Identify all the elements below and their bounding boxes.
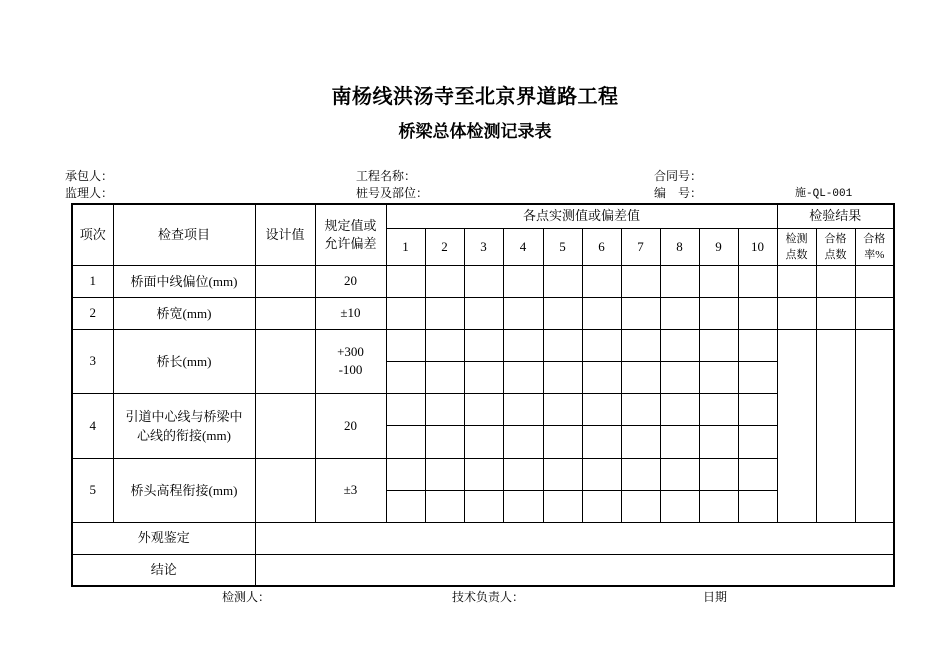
measured-value-cell: [621, 329, 660, 361]
appearance-row: [72, 522, 894, 554]
serial-no-label: 编 号：: [654, 186, 703, 200]
measured-value-cell: [582, 490, 621, 522]
measured-value-cell: [699, 425, 738, 458]
measured-value-cell: [582, 361, 621, 393]
passed-points-cell: [816, 265, 855, 297]
tech-lead-label: 技术负责人：: [452, 590, 525, 604]
measured-value-cell: [543, 265, 582, 297]
row-tolerance: [315, 393, 386, 458]
header-point: 3: [464, 228, 503, 265]
header-design-value: 设计值: [255, 204, 315, 265]
measured-value-cell: [621, 425, 660, 458]
appearance-content-cell: [255, 522, 894, 554]
measured-value-cell: [386, 297, 425, 329]
row-item-no: 4: [72, 393, 113, 458]
measured-value-cell: [543, 393, 582, 425]
conclusion-content-cell: [255, 554, 894, 586]
row-check-item: 桥头高程衔接(mm): [113, 458, 255, 522]
measured-value-cell: [386, 361, 425, 393]
header-checked-points: [777, 228, 816, 265]
header-result-line: 点数: [785, 248, 808, 261]
row-check-item: 引道中心线与桥梁中心线的衔接(mm): [113, 393, 255, 458]
measured-value-cell: [699, 393, 738, 425]
date-label: 日期: [703, 590, 728, 604]
measured-value-cell: [464, 361, 503, 393]
passed-points-cell: [816, 329, 855, 522]
appearance-label: 外观鉴定: [72, 522, 255, 554]
passed-points-cell: [816, 297, 855, 329]
measured-value-cell: [503, 458, 543, 490]
row-tolerance: [315, 329, 386, 393]
row-item-no: 5: [72, 458, 113, 522]
project-name-label: 工程名称：: [356, 169, 417, 183]
measured-value-cell: [543, 458, 582, 490]
measured-value-cell: [738, 425, 777, 458]
measured-value-cell: [386, 458, 425, 490]
header-tolerance-line: 规定值或: [324, 217, 377, 233]
measured-value-cell: [503, 393, 543, 425]
header-row: [72, 204, 894, 228]
header-point: 2: [425, 228, 464, 265]
header-result-line: 检测: [785, 232, 808, 245]
checked-points-cell: [777, 297, 816, 329]
measured-value-cell: [738, 458, 777, 490]
measured-value-cell: [660, 425, 699, 458]
measured-value-cell: [699, 297, 738, 329]
measured-value-cell: [386, 329, 425, 361]
measured-value-cell: [582, 425, 621, 458]
header-point: 9: [699, 228, 738, 265]
row-design-value-cell: [255, 265, 315, 297]
pass-rate-cell: [855, 297, 894, 329]
document-title: 南杨线洪汤寺至北京界道路工程: [331, 86, 619, 108]
header-result-line: 率%: [864, 248, 885, 261]
table-row: [72, 265, 894, 297]
measured-value-cell: [738, 329, 777, 361]
row-tolerance: [315, 297, 386, 329]
header-point: 8: [660, 228, 699, 265]
measured-value-cell: [660, 265, 699, 297]
header-measured-values: 各点实测值或偏差值: [386, 204, 777, 228]
measured-value-cell: [543, 361, 582, 393]
measured-value-cell: [464, 425, 503, 458]
measured-value-cell: [660, 297, 699, 329]
measured-value-cell: [621, 361, 660, 393]
header-pass-rate: [855, 228, 894, 265]
station-label: 桩号及部位：: [356, 186, 429, 200]
measured-value-cell: [386, 490, 425, 522]
measured-value-cell: [464, 458, 503, 490]
table-row: [72, 329, 894, 361]
header-result-line: 合格: [824, 232, 847, 245]
measured-value-cell: [660, 490, 699, 522]
measured-value-cell: [425, 458, 464, 490]
measured-value-cell: [582, 393, 621, 425]
measured-value-cell: [660, 393, 699, 425]
measured-value-cell: [386, 265, 425, 297]
header-result-line: 合格: [863, 232, 886, 245]
measured-value-cell: [543, 490, 582, 522]
measured-value-cell: [503, 265, 543, 297]
supervisor-label: 监理人：: [65, 186, 114, 200]
tolerance-value: 20: [344, 273, 357, 288]
header-point: 5: [543, 228, 582, 265]
contractor-label: 承包人：: [65, 169, 114, 183]
measured-value-cell: [738, 297, 777, 329]
row-tolerance: [315, 458, 386, 522]
inspection-table: [71, 203, 895, 587]
measured-value-cell: [425, 297, 464, 329]
measured-value-cell: [503, 361, 543, 393]
measured-value-cell: [660, 329, 699, 361]
tolerance-value: ±10: [340, 305, 361, 320]
measured-value-cell: [699, 490, 738, 522]
document-subtitle: 桥梁总体检测记录表: [398, 122, 552, 141]
measured-value-cell: [582, 458, 621, 490]
measured-value-cell: [738, 361, 777, 393]
measured-value-cell: [582, 297, 621, 329]
measured-value-cell: [699, 361, 738, 393]
measured-value-cell: [621, 393, 660, 425]
row-item-no: 3: [72, 329, 113, 393]
measured-value-cell: [464, 329, 503, 361]
serial-no-value: 施-QL-001: [795, 188, 853, 200]
pass-rate-cell: [855, 329, 894, 522]
measured-value-cell: [738, 265, 777, 297]
row-item-no: 2: [72, 297, 113, 329]
conclusion-label: 结论: [72, 554, 255, 586]
row-design-value-cell: [255, 329, 315, 393]
measured-value-cell: [699, 458, 738, 490]
measured-value-cell: [425, 490, 464, 522]
header-point: 4: [503, 228, 543, 265]
measured-value-cell: [464, 265, 503, 297]
header-result-line: 点数: [824, 248, 847, 261]
table-row: [72, 458, 894, 490]
measured-value-cell: [464, 490, 503, 522]
measured-value-cell: [738, 490, 777, 522]
header-tolerance-line: 允许偏差: [324, 235, 377, 251]
conclusion-row: [72, 554, 894, 586]
pass-rate-cell: [855, 265, 894, 297]
row-check-item: 桥面中线偏位(mm): [113, 265, 255, 297]
checked-points-cell: [777, 329, 816, 522]
contract-no-label: 合同号：: [654, 169, 703, 183]
measured-value-cell: [738, 393, 777, 425]
measured-value-cell: [621, 265, 660, 297]
header-check-item: 检查项目: [113, 204, 255, 265]
measured-value-cell: [699, 329, 738, 361]
measured-value-cell: [425, 393, 464, 425]
row-check-item: 桥长(mm): [113, 329, 255, 393]
measured-value-cell: [582, 329, 621, 361]
header-inspection-result: 检验结果: [777, 204, 894, 228]
row-design-value-cell: [255, 458, 315, 522]
measured-value-cell: [621, 490, 660, 522]
measured-value-cell: [699, 265, 738, 297]
measured-value-cell: [543, 425, 582, 458]
tolerance-value: 20: [344, 417, 357, 433]
header-item-no: 项次: [72, 204, 113, 265]
measured-value-cell: [503, 490, 543, 522]
table-row: [72, 297, 894, 329]
measured-value-cell: [621, 297, 660, 329]
row-item-no: 1: [72, 265, 113, 297]
measured-value-cell: [503, 329, 543, 361]
measured-value-cell: [503, 425, 543, 458]
measured-value-cell: [660, 361, 699, 393]
inspector-label: 检测人：: [222, 590, 271, 604]
measured-value-cell: [425, 361, 464, 393]
header-point: 10: [738, 228, 777, 265]
header-point: 1: [386, 228, 425, 265]
measured-value-cell: [386, 393, 425, 425]
measured-value-cell: [582, 265, 621, 297]
row-design-value-cell: [255, 297, 315, 329]
measured-value-cell: [386, 425, 425, 458]
measured-value-cell: [543, 297, 582, 329]
tolerance-value: +300: [337, 344, 364, 359]
checked-points-cell: [777, 265, 816, 297]
measured-value-cell: [464, 297, 503, 329]
table-row: [72, 393, 894, 425]
row-design-value-cell: [255, 393, 315, 458]
header-tolerance: [315, 204, 386, 265]
measured-value-cell: [425, 265, 464, 297]
measured-value-cell: [464, 393, 503, 425]
measured-value-cell: [425, 425, 464, 458]
header-point: 6: [582, 228, 621, 265]
measured-value-cell: [543, 329, 582, 361]
measured-value-cell: [660, 458, 699, 490]
measured-value-cell: [621, 458, 660, 490]
measured-value-cell: [503, 297, 543, 329]
header-point: 7: [621, 228, 660, 265]
tolerance-value: ±3: [343, 482, 358, 497]
tolerance-value: -100: [338, 362, 363, 377]
measured-value-cell: [425, 329, 464, 361]
row-tolerance: [315, 265, 386, 297]
table-body: [72, 204, 894, 586]
row-check-item: 桥宽(mm): [113, 297, 255, 329]
header-passed-points: [816, 228, 855, 265]
